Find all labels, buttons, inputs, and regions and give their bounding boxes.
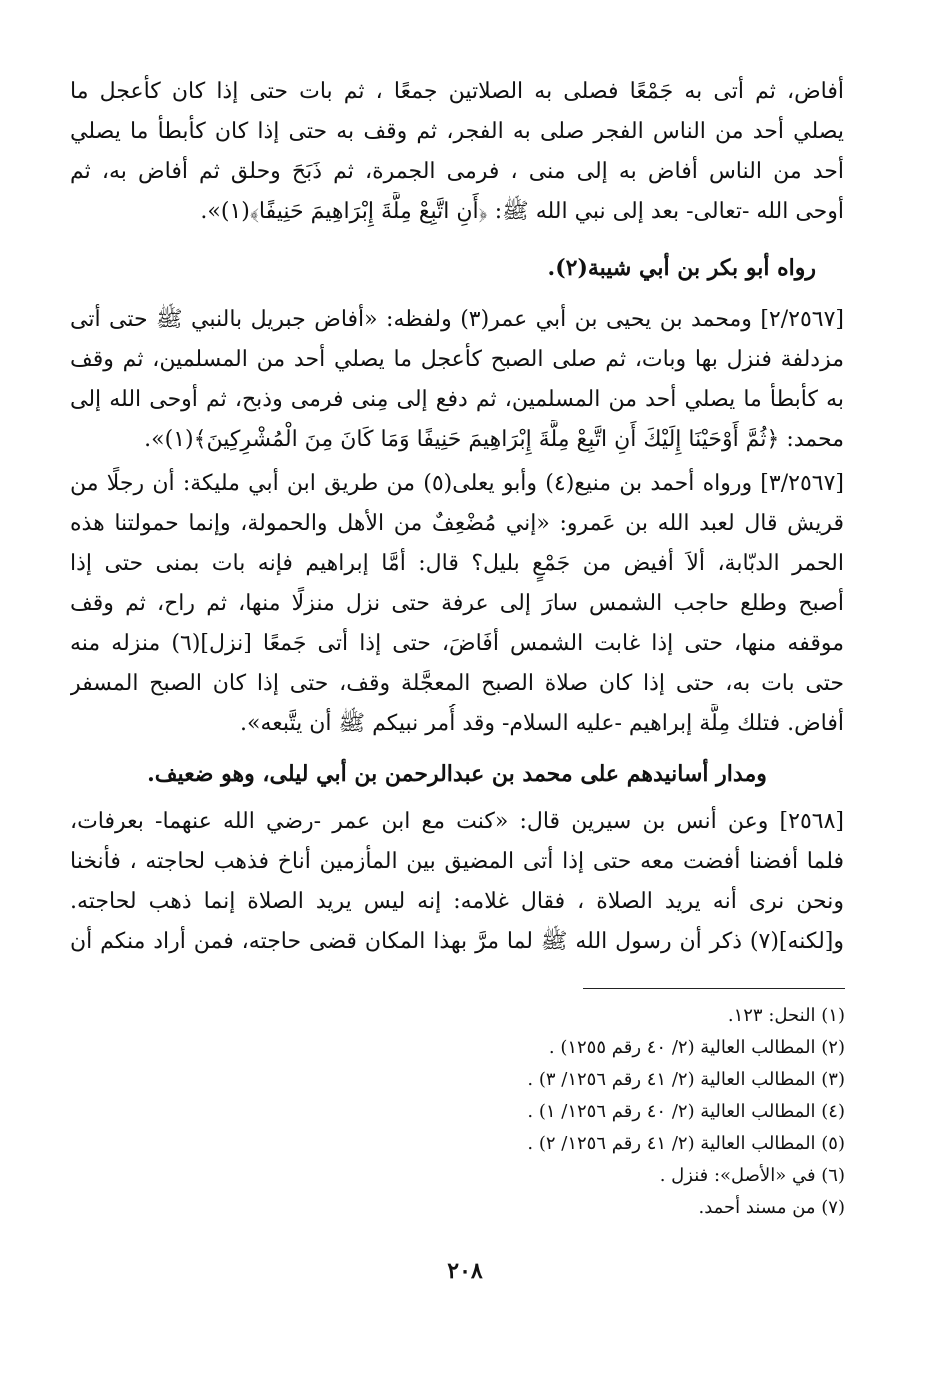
text-line: يصلي أحد من الناس الفجر صلى به الفجر، ثم وقف به حتى إذا كان كأبطأ ما يصلي	[70, 119, 844, 144]
text-line: [٢/٢٥٦٧] ومحمد بن يحيى بن أبي عمر(٣) ولفظه: «أفاض جبريل بالنبي ﷺ حتى أتى	[70, 307, 844, 332]
footnote: (٣) المطالب العالية (٢/ ٤١ رقم ١٢٥٦/ ٣) .	[527, 1069, 845, 1090]
footnote: (٦) في «الأصل»: فنزل .	[659, 1165, 845, 1186]
text-line: قريش قال لعبد الله بن عَمرو: «إني مُضْعِفٌ من الأهل والحمولة، وإنما حمولتنا هذه	[70, 511, 844, 536]
text-line: الحمر الدبّابة، ألاَ أفيض من جَمْعٍ بليل؟ قال: أمَّا إبراهيم فإنه بات بمنى حتى إذا	[70, 551, 844, 576]
paragraph-2568	[70, 802, 844, 962]
paragraph-2567-2	[70, 300, 844, 460]
text-line: فلما أفضنا أفضت معه حتى إذا أتى المضيق بين المأزمين أناخ فذهب لحاجته ، فأنخنا	[70, 849, 844, 874]
source-text: رواه أبو بكر بن أبي شيبة(٢).	[547, 255, 816, 281]
footnote: (١) النحل: ١٢٣.	[727, 1005, 845, 1026]
footnote: (٢) المطالب العالية (٢/ ٤٠ رقم ١٢٥٥) .	[548, 1037, 845, 1058]
text-line: مزدلفة فنزل بها وبات، ثم صلى الصبح كأعجل ما يصلي أحد من المسلمين، ثم وقف	[70, 347, 844, 372]
paragraph-continuation	[70, 72, 844, 232]
text-line: ونحن نرى أنه يريد الصلاة ، فقال غلامه: إنه ليس يريد الصلاة إنما ذهب لحاجته.	[70, 889, 844, 914]
text-line: به كأبطأ ما يصلي أحد من المسلمين، ثم دفع إلى مِنى فرمى وذبح، ثم أوحى الله إلى	[70, 387, 844, 412]
footnotes	[300, 1000, 845, 1224]
text-line: [٣/٢٥٦٧] ورواه أحمد بن منيع(٤) وأبو يعلى(٥) من طريق ابن أبي مليكة: أن رجلًا من	[70, 471, 844, 496]
page-number: ٢٠٨	[447, 1258, 483, 1284]
footnote: (٧) من مسند أحمد.	[698, 1197, 845, 1218]
source-line	[70, 248, 844, 288]
text-line: أفاض. فتلك مِلَّة إبراهيم -عليه السلام- وقد أُمر نبيكم ﷺ أن يتَّبعه».	[240, 711, 844, 736]
text-line: أفاض، ثم أتى به جَمْعًا فصلى به الصلاتين جمعًا ، ثم بات حتى إذا كان كأعجل ما	[70, 79, 844, 104]
text-line: أوحى الله -تعالى- بعد إلى نبي الله ﷺ: ﴿أَنِ اتَّبِعْ مِلَّةَ إِبْرَاهِيمَ حَنِيفًا﴾(١)».	[200, 199, 844, 224]
footnote: (٤) المطالب العالية (٢/ ٤٠ رقم ١٢٥٦/ ١) .	[527, 1101, 845, 1122]
isnad-note	[70, 754, 844, 794]
footnote: (٥) المطالب العالية (٢/ ٤١ رقم ١٢٥٦/ ٢) .	[527, 1133, 845, 1154]
text-line: و[لكنه](٧) ذكر أن رسول الله ﷺ لما مرَّ بهذا المكان قضى حاجته، فمن أراد منكم أن	[70, 929, 844, 954]
footnote-separator	[583, 988, 845, 989]
text-line: موقفه منها، حتى إذا غابت الشمس أفَاضَ، حتى إذا أتى جَمعًا [نزل](٦) منزله منه	[70, 631, 844, 656]
isnad-note-text: ومدار أسانيدهم على محمد بن عبدالرحمن بن أبي ليلى، وهو ضعيف.	[147, 761, 767, 787]
text-line: أحد من الناس أفاض به إلى منى ، فرمى الجمرة، ثم ذَبَحَ وحلق ثم أفاض به، ثم	[70, 159, 844, 184]
text-line: أصبح وطلع حاجب الشمس سارَ إلى عرفة حتى نزل منزلًا منها، ثم راح، ثم وقف	[70, 591, 844, 616]
text-line: [٢٥٦٨] وعن أنس بن سيرين قال: «كنت مع ابن عمر -رضي الله عنهما- بعرفات،	[70, 809, 844, 834]
text-line: حتى بات به، حتى إذا كان صلاة الصبح المعجَّلة وقف، حتى إذا كان الصبح المسفر	[70, 671, 844, 696]
paragraph-2567-3	[70, 464, 844, 744]
text-line: محمد: ﴿ثُمَّ أَوْحَيْنَا إِلَيْكَ أَنِ اتَّبِعْ مِلَّةَ إِبْرَاهِيمَ حَنِيفًا وَمَا كَانَ مِنَ الْمُشْرِكِينَ﴾(١)».	[144, 427, 844, 452]
